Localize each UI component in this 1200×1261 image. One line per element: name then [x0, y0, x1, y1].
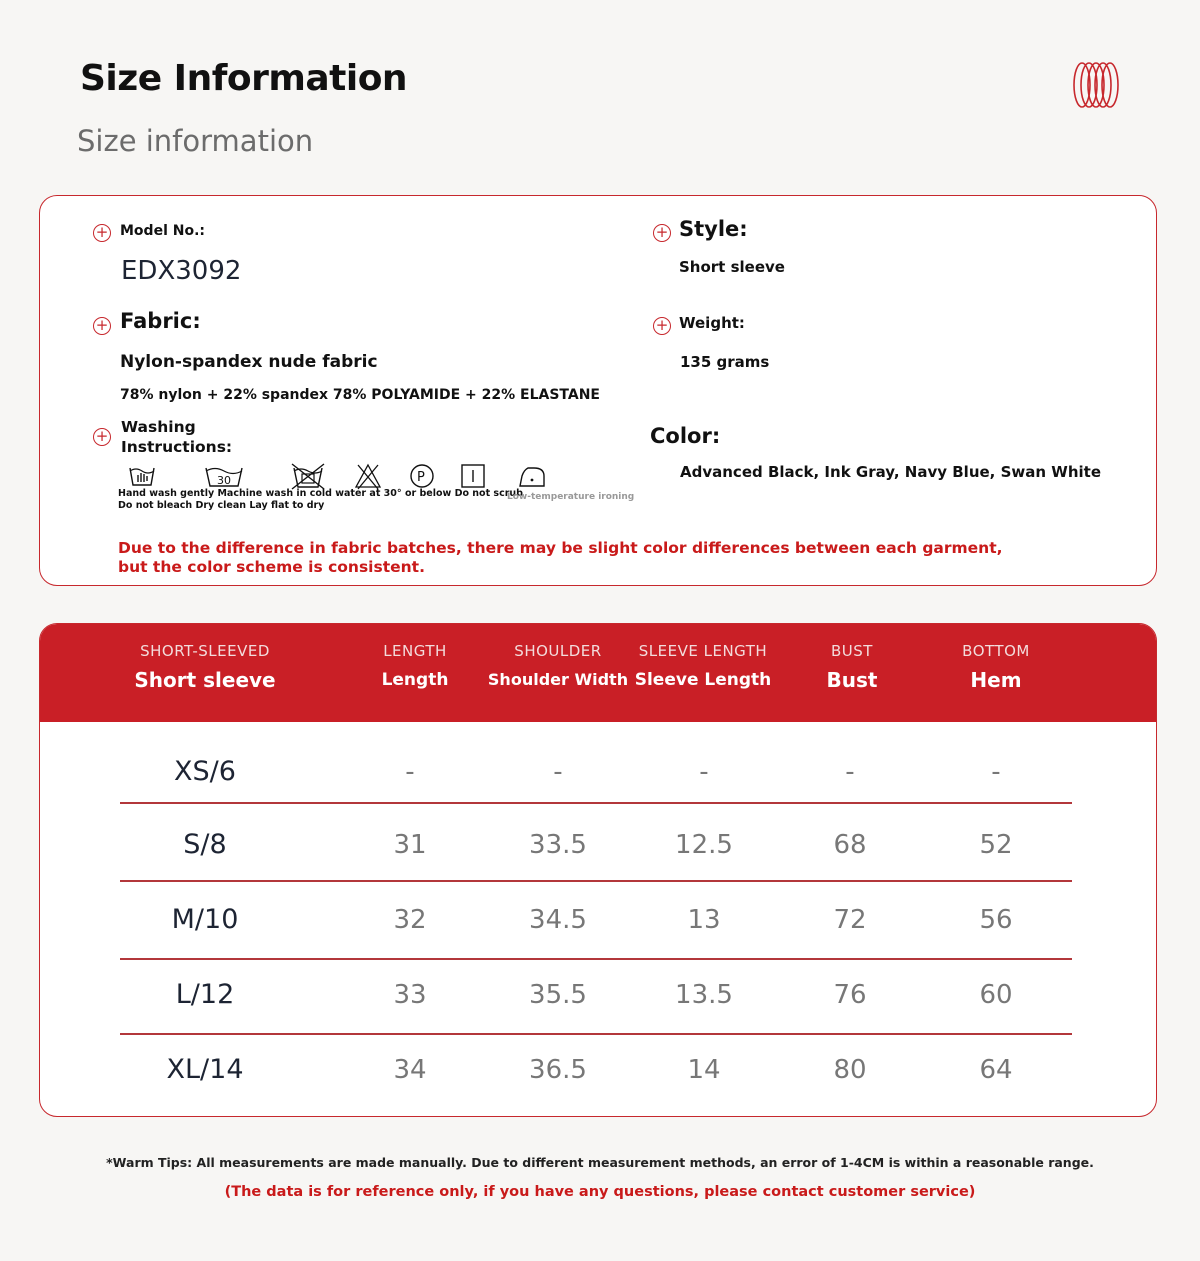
bust-cell: - — [845, 757, 855, 787]
shoulder-cell: 36.5 — [529, 1055, 587, 1085]
model-value: EDX3092 — [121, 256, 242, 286]
weight-label: Weight: — [679, 314, 745, 332]
hem-cell: 60 — [979, 980, 1013, 1010]
header-col-size — [120, 642, 290, 692]
sleeve-cell: - — [699, 757, 709, 787]
header-label: Sleeve Length — [634, 670, 772, 690]
table-row — [120, 957, 1072, 1033]
header-label: Hem — [970, 668, 1022, 692]
size-cell: XL/14 — [166, 1054, 244, 1085]
length-cell: 32 — [393, 905, 427, 935]
header-col-sleeve — [628, 642, 778, 690]
plus-circle-icon: + — [93, 428, 111, 446]
fabric-detail: 78% nylon + 22% spandex 78% POLYAMIDE + 22% ELASTANE — [120, 387, 600, 403]
hem-cell: 56 — [979, 905, 1013, 935]
washing-iron-caption: Low-temperature ironing — [507, 492, 635, 502]
bust-cell: 80 — [833, 1055, 867, 1085]
color-value: Advanced Black, Ink Gray, Navy Blue, Swan White — [680, 463, 1101, 481]
style-label: Style: — [679, 217, 748, 241]
page-subtitle: Size information — [77, 124, 314, 158]
note-line-2: but the color scheme is consistent. — [118, 558, 425, 576]
table-row — [120, 1032, 1072, 1108]
size-table-header — [40, 624, 1156, 722]
hem-cell: - — [991, 757, 1001, 787]
washing-caption-1: Hand wash gently Machine wash in cold water at 30° or below Do not scrub — [118, 488, 523, 499]
size-cell: XS/6 — [174, 756, 236, 787]
shoulder-cell: 33.5 — [529, 830, 587, 860]
size-table-card — [39, 623, 1157, 1117]
bust-cell: 72 — [833, 905, 867, 935]
header-en: BUST — [831, 642, 873, 660]
washing-caption-2: Do not bleach Dry clean Lay flat to dry — [118, 500, 325, 511]
style-value: Short sleeve — [679, 258, 785, 276]
hem-cell: 64 — [979, 1055, 1013, 1085]
header-label: Length — [381, 670, 449, 690]
weight-value: 135 grams — [680, 353, 770, 371]
plus-circle-icon: + — [653, 224, 671, 242]
header-col-shoulder — [483, 642, 633, 689]
logo-rings-icon — [1070, 60, 1122, 110]
color-label: Color: — [650, 424, 721, 448]
model-label: Model No.: — [120, 223, 205, 239]
do-not-bleach-icon — [290, 462, 326, 490]
header-label: Shoulder Width — [487, 670, 629, 689]
size-cell: M/10 — [171, 904, 239, 935]
washing-label-2: Instructions: — [121, 438, 233, 456]
low-iron-icon — [516, 462, 548, 490]
shoulder-cell: - — [553, 757, 563, 787]
note-line-1: Due to the difference in fabric batches, there may be slight color differences between each garment, — [118, 539, 1003, 557]
dry-clean-icon — [408, 462, 436, 490]
length-cell: 34 — [393, 1055, 427, 1085]
header-en: LENGTH — [383, 642, 447, 660]
header-col-length — [340, 642, 490, 690]
lay-flat-icon — [459, 462, 487, 490]
size-cell: S/8 — [183, 829, 227, 860]
reference-note: (The data is for reference only, if you have any questions, please contact customer service) — [224, 1184, 976, 1200]
sleeve-cell: 12.5 — [675, 830, 733, 860]
length-cell: 31 — [393, 830, 427, 860]
svg-text:P: P — [417, 470, 425, 485]
sleeve-cell: 14 — [687, 1055, 721, 1085]
header-en: SLEEVE LENGTH — [638, 642, 768, 660]
length-cell: - — [405, 757, 415, 787]
shoulder-cell: 34.5 — [529, 905, 587, 935]
header-en: BOTTOM — [962, 642, 1030, 660]
page-title: Size Information — [80, 58, 408, 99]
product-info-card — [39, 195, 1157, 586]
plus-circle-icon: + — [653, 317, 671, 335]
warm-tips: *Warm Tips: All measurements are made manually. Due to different measurement methods, an error of 1-4CM is within a reasonable range. — [106, 1155, 1094, 1170]
row-divider — [120, 802, 1072, 804]
table-row — [120, 882, 1072, 958]
hand-wash-icon — [128, 464, 156, 488]
washing-label-1: Washing — [121, 418, 196, 436]
header-en: SHOULDER — [514, 642, 602, 660]
svg-text:30: 30 — [217, 474, 231, 487]
fabric-value: Nylon-spandex nude fabric — [120, 352, 378, 372]
shoulder-cell: 35.5 — [529, 980, 587, 1010]
bust-cell: 68 — [833, 830, 867, 860]
fabric-label: Fabric: — [120, 309, 201, 333]
header-col-bust — [777, 642, 927, 692]
plus-circle-icon: + — [93, 224, 111, 242]
header-col-hem — [921, 642, 1071, 692]
header-label: Short sleeve — [134, 668, 276, 692]
sleeve-cell: 13.5 — [675, 980, 733, 1010]
hem-cell: 52 — [979, 830, 1013, 860]
length-cell: 33 — [393, 980, 427, 1010]
size-cell: L/12 — [175, 979, 235, 1010]
table-row — [120, 807, 1072, 883]
header-en: SHORT-SLEEVED — [140, 642, 270, 660]
sleeve-cell: 13 — [687, 905, 721, 935]
bust-cell: 76 — [833, 980, 867, 1010]
plus-circle-icon: + — [93, 317, 111, 335]
do-not-scrub-icon — [354, 462, 382, 490]
color-difference-note — [118, 539, 1018, 577]
header-label: Bust — [826, 668, 878, 692]
table-row — [120, 734, 1072, 810]
machine-wash-30-icon — [204, 464, 244, 488]
